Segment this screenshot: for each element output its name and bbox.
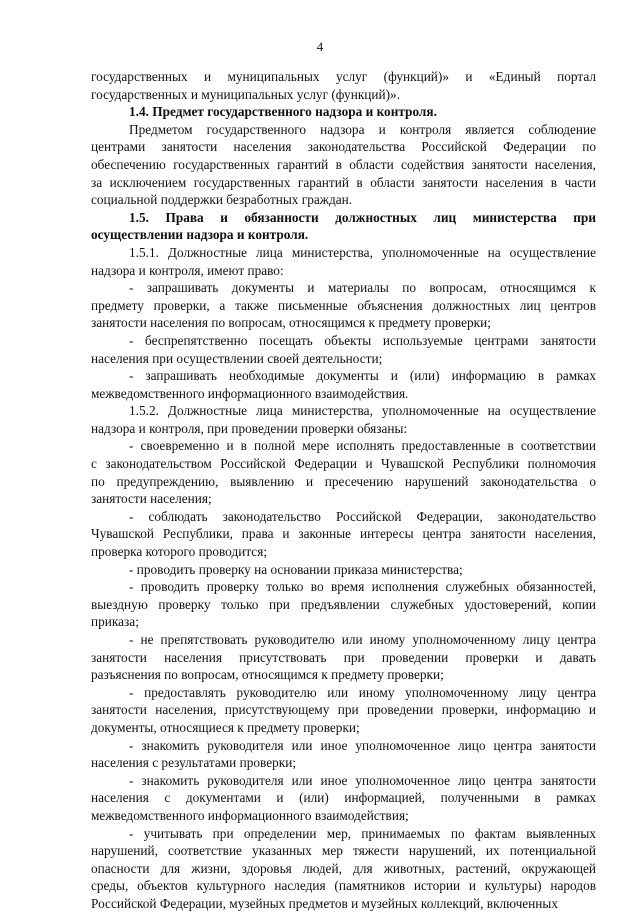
text-line: осуществлении надзора и контроля. — [91, 227, 309, 243]
text-line: межведомственного информационного взаимодействия; — [91, 807, 409, 823]
text-line: 1.5. Права и обязанности должностных лиц министерства при — [129, 209, 596, 225]
paragraph — [91, 578, 596, 631]
text-line: населения при осуществлении своей деятельности; — [91, 350, 383, 366]
text-line: - проводить проверку только во время исполнения служебных обязанностей, — [129, 579, 596, 595]
text-line: - предоставлять руководителю или иному уполномоченному лицу центра — [129, 684, 596, 700]
text-line: центрами занятости населения законодательства Российской Федерации по — [91, 139, 596, 155]
text-line: занятости населения; — [91, 491, 212, 507]
text-line: социальной поддержки безработных граждан. — [91, 192, 353, 208]
text-line: - учитывать при определении мер, принимаемых по фактам выявленных — [129, 825, 596, 841]
text-line: государственных и муниципальных услуг (функций)» и «Единый портал — [91, 69, 596, 84]
text-line: разъяснения по вопросам, относящимся к предмету проверки; — [91, 667, 444, 683]
text-line: занятости населения присутствовать при проведении проверки и давать — [91, 649, 596, 665]
text-line: за исключением государственных гарантий в области занятости населения в части — [91, 174, 596, 190]
text-line: документы, относящиеся к предмету проверки; — [91, 719, 360, 735]
text-line: нарушений, соответствие указанных мер тяжести нарушений, их потенциальной — [91, 843, 596, 859]
text-line: обеспечению государственных гарантий в области содействия занятости населения, — [91, 156, 596, 172]
paragraph — [91, 631, 596, 684]
text-line: государственных и муниципальных услуг (функций)». — [91, 86, 401, 102]
paragraph — [91, 332, 596, 367]
text-line: 1.5.1. Должностные лица министерства, уполномоченные на осуществление — [129, 244, 596, 260]
section-heading — [91, 103, 596, 121]
paragraph — [91, 367, 596, 402]
text-line: - запрашивать документы и материалы по вопросам, относящимся к — [129, 280, 596, 296]
text-line: - проводить проверку на основании приказа министерства; — [129, 561, 463, 577]
text-line: населения с результатами проверки; — [91, 755, 297, 771]
text-line: занятости населения по вопросам, относящимся к предмету проверки; — [91, 315, 491, 331]
text-line: выездную проверку только при предъявлении служебных удостоверений, копии — [91, 596, 596, 612]
text-line: - своевременно и в полной мере исполнять предоставленные в соответствии — [129, 438, 596, 454]
paragraph — [91, 737, 596, 772]
text-line: - соблюдать законодательство Российской Федерации, законодательство — [129, 508, 596, 524]
paragraph — [91, 508, 596, 561]
text-line: - знакомить руководителя или иное уполномоченное лицо центра занятости — [129, 737, 596, 753]
paragraph — [91, 402, 596, 437]
text-line: по предупреждению, выявлению и пресечению нарушений законодательства о — [91, 473, 596, 489]
paragraph — [91, 684, 596, 737]
text-line: - запрашивать необходимые документы и (или) информацию в рамках — [129, 368, 596, 384]
text-line: с законодательством Российской Федерации и Чувашской Республики полномочия — [91, 456, 596, 472]
text-line: среды, объектов культурного наследия (памятников истории и культуры) народов — [91, 878, 596, 894]
text-line: предмету проверки, а также письменные объяснения должностных лиц центров — [91, 297, 596, 313]
text-line: Предметом государственного надзора и контроля является соблюдение — [129, 121, 596, 137]
text-line: - знакомить руководителя или иное уполномоченное лицо центра занятости — [129, 772, 596, 788]
text-line: - беспрепятственно посещать объекты используемые центрами занятости — [129, 332, 596, 348]
text-line: Чувашской Республики, права и законные интересы центра занятости населения, — [91, 526, 596, 542]
text-line: проверка которого проводится; — [91, 544, 268, 560]
paragraph — [91, 772, 596, 825]
paragraph — [91, 437, 596, 507]
text-line: населения с документами и (или) информацией, полученными в рамках — [91, 790, 596, 806]
text-line: опасности для жизни, здоровья людей, для животных, растений, окружающей — [91, 860, 596, 876]
text-line: приказа; — [91, 614, 139, 630]
paragraph — [91, 121, 596, 209]
text-line: - не препятствовать руководителю или иному уполномоченному лицу центра — [129, 632, 596, 647]
text-line: занятости населения, присутствующему при проведении проверки, информацию и — [91, 702, 596, 718]
text-line: 1.5.2. Должностные лица министерства, уполномоченные на осуществление — [129, 403, 596, 419]
text-line: межведомственного информационного взаимодействия. — [91, 385, 409, 401]
page-number: 4 — [316, 39, 324, 54]
paragraph — [91, 244, 596, 279]
paragraph — [91, 825, 596, 913]
section-heading — [91, 209, 596, 244]
text-line: надзора и контроля, имеют право: — [91, 262, 284, 278]
text-line: Российской Федерации, музейных предметов и музейных коллекций, включенных — [91, 895, 559, 911]
document-body — [91, 68, 596, 913]
paragraph — [91, 561, 596, 579]
text-line: 1.4. Предмет государственного надзора и контроля. — [129, 104, 437, 120]
text-line: надзора и контроля, при проведении проверки обязаны: — [91, 420, 408, 436]
paragraph — [91, 279, 596, 332]
paragraph — [91, 68, 596, 103]
